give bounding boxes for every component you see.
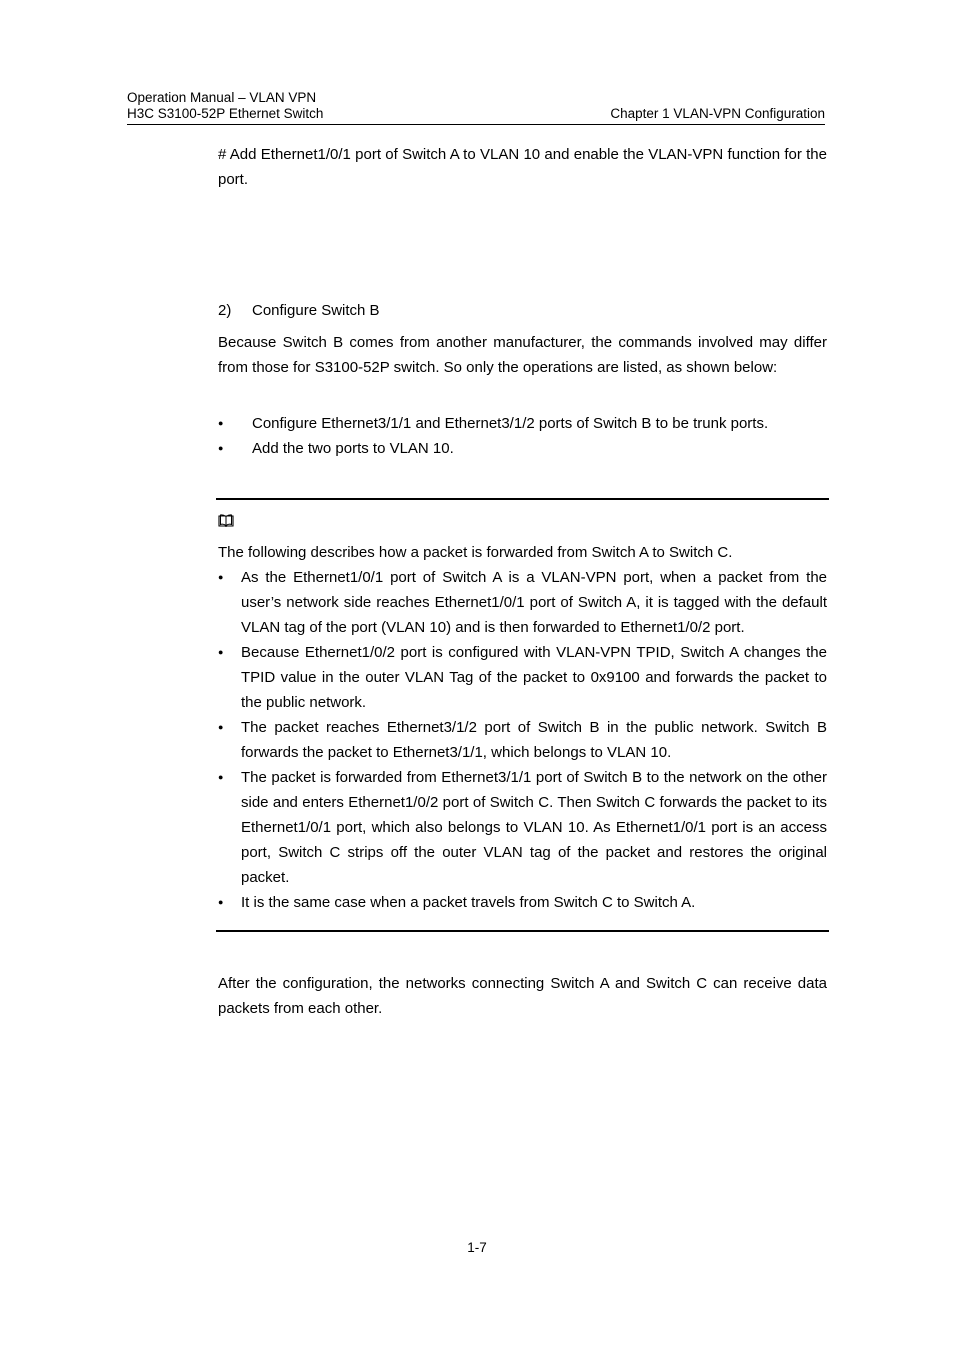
note-bottom-rule <box>216 930 829 932</box>
page-number: 1-7 <box>467 1240 487 1255</box>
bullet: ● <box>218 772 224 782</box>
bullet: ● <box>218 418 224 428</box>
list-item: ● As the Ethernet1/0/1 port of Switch A is a VLAN-VPN port, when a packet from the user’s network side reaches Ethernet1/0/1 port of Switch A, it is tagged with the default VLAN tag of the port (VLAN 10) and is then forwarded to Ethernet1/0/2 port. <box>218 565 827 640</box>
note-list <box>218 565 827 915</box>
para-add-port: # Add Ethernet1/0/1 port of Switch A to VLAN 10 and enable the VLAN-VPN function for the port. <box>218 146 827 188</box>
manual-title: Operation Manual – VLAN VPN <box>127 90 317 105</box>
step-title: Configure Switch B <box>252 302 380 319</box>
bullet: ● <box>218 443 224 453</box>
bullet: ● <box>218 572 224 582</box>
step-2-heading <box>218 298 827 323</box>
product-name: H3C S3100-52P Ethernet Switch <box>127 106 324 121</box>
chapter-title: Chapter 1 VLAN-VPN Configuration <box>610 106 825 121</box>
list-item: ● The packet reaches Ethernet3/1/2 port of Switch B in the public network. Switch B forwards the packet to Ethernet3/1/1, which belongs to VLAN 10. <box>218 715 827 765</box>
bullet: ● <box>218 897 224 907</box>
para-after-config: After the configuration, the networks connecting Switch A and Switch C can receive data packets from each other. <box>218 975 827 1017</box>
book-icon <box>218 514 234 527</box>
note-top-rule <box>216 498 829 500</box>
page-header <box>127 90 825 122</box>
list-item: ● Add the two ports to VLAN 10. <box>218 436 827 461</box>
bullet: ● <box>218 647 224 657</box>
bullet: ● <box>218 722 224 732</box>
list-item: ● Configure Ethernet3/1/1 and Ethernet3/1/2 ports of Switch B to be trunk ports. <box>218 411 827 436</box>
list-item: ● The packet is forwarded from Ethernet3/1/1 port of Switch B to the network on the other side and enters Ethernet1/0/2 port of Switch C. Then Switch C forwards the packet to its Ethernet1/0/1 port, which also belongs to VLAN 10. As Ethernet1/0/1 port is an access port, Switch C strips off the outer VLAN tag of the packet and restores the original packet. <box>218 765 827 890</box>
list-item: ● Because Ethernet1/0/2 port is configured with VLAN-VPN TPID, Switch A changes the TPID value in the outer VLAN Tag of the packet to 0x9100 and forwards the packet to the public network. <box>218 640 827 715</box>
list-item: ● It is the same case when a packet travels from Switch C to Switch A. <box>218 890 827 915</box>
para-switch-b: Because Switch B comes from another manufacturer, the commands involved may differ from those for S3100-52P switch. So only the operations are listed, as shown below: <box>218 334 827 376</box>
note-intro: The following describes how a packet is forwarded from Switch A to Switch C. <box>218 544 733 561</box>
header-divider <box>127 124 825 125</box>
step-number: 2) <box>218 302 232 319</box>
switch-b-operations <box>218 411 827 461</box>
